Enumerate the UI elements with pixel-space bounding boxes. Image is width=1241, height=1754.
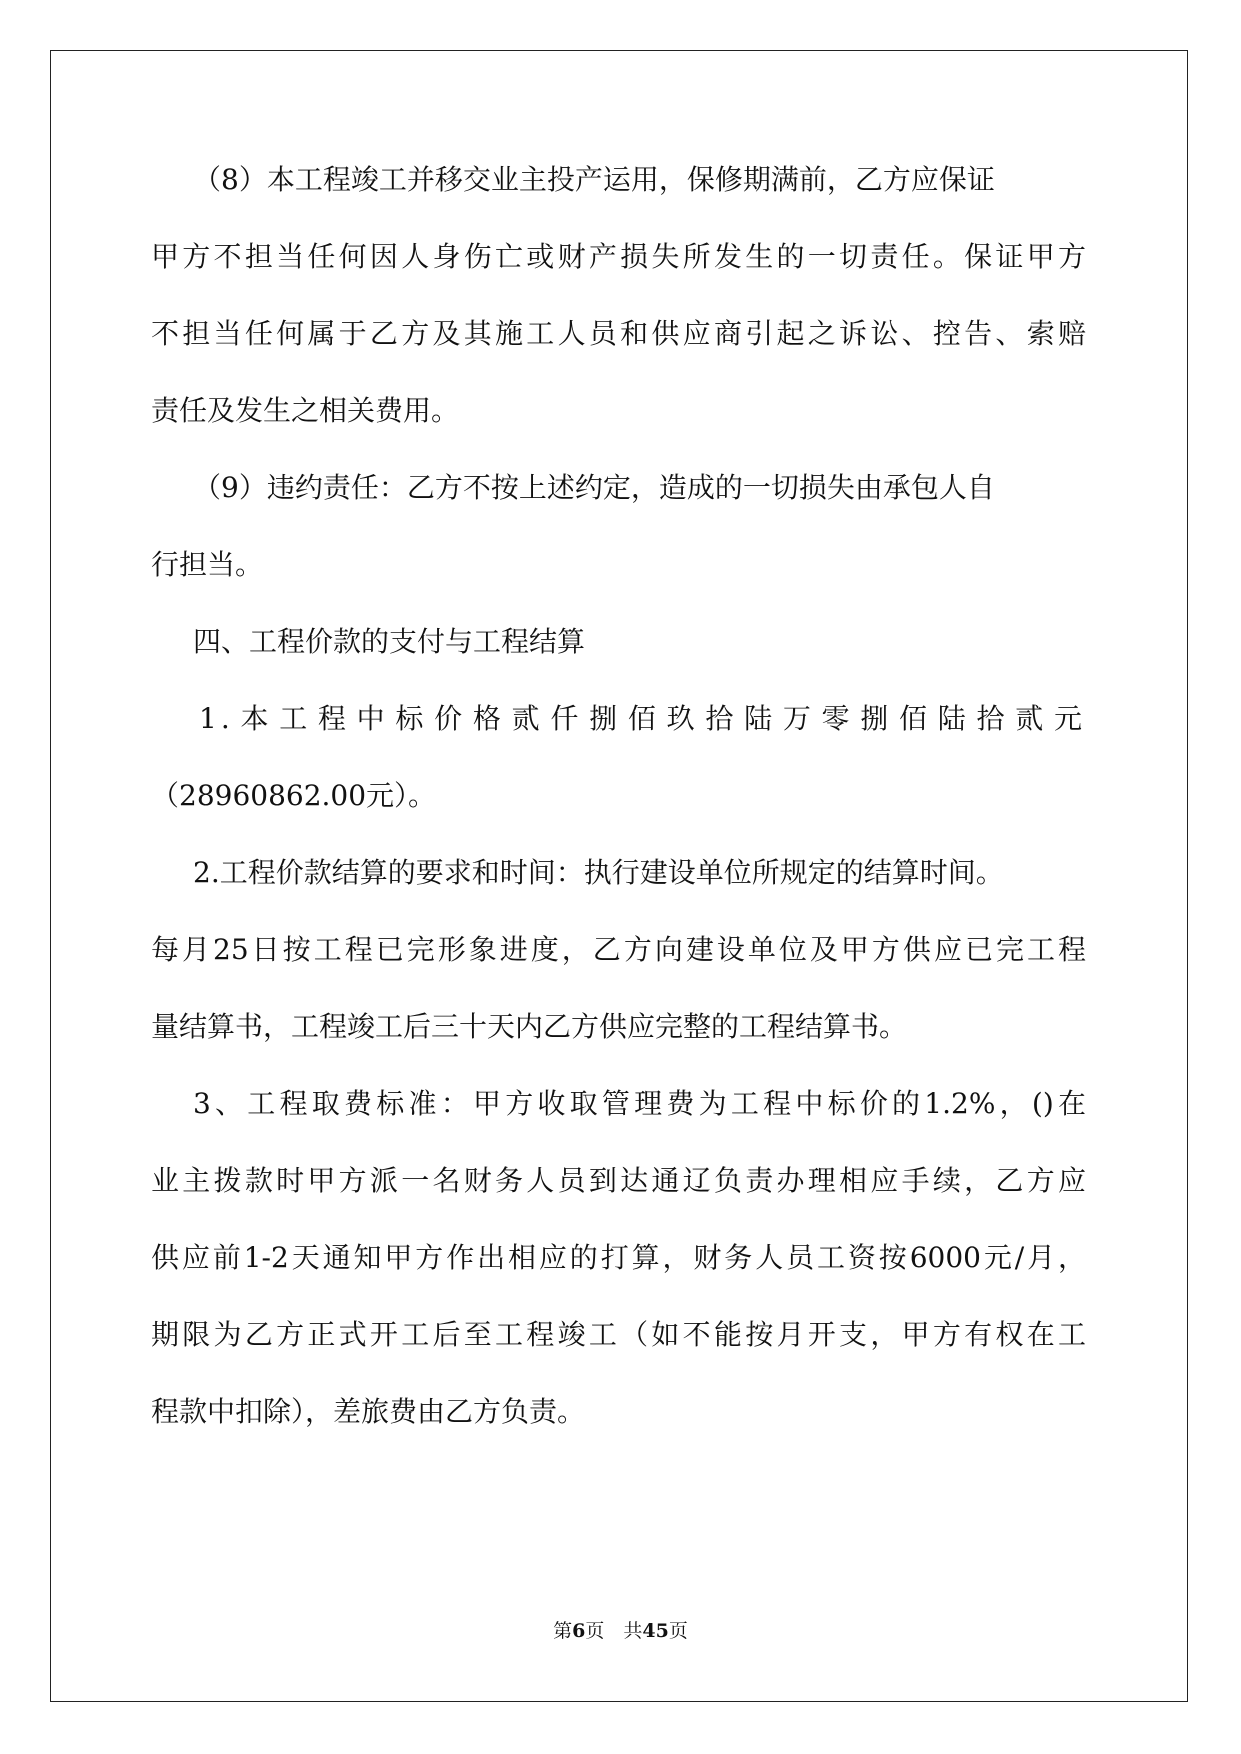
page-footer	[0, 1616, 1241, 1643]
footer-page-number: 6	[572, 1620, 586, 1642]
item-3-line-5: 程款中扣除），差旅费由乙方负责。	[151, 1395, 586, 1428]
footer-prefix: 第	[553, 1620, 573, 1642]
paragraph-8-line-4: 责任及发生之相关费用。	[151, 394, 460, 427]
paragraph-9-line-2: 行担当。	[151, 548, 264, 581]
item-2-line-3: 量结算书，工程竣工后三十天内乙方供应完整的工程结算书。	[151, 1010, 908, 1043]
item-2-line-1: 2.工程价款结算的要求和时间：执行建设单位所规定的结算时间。	[193, 856, 1004, 889]
item-3-line-2: 业主拨款时甲方派一名财务人员到达通辽负责办理相应手续，乙方应	[151, 1164, 1086, 1197]
paragraph-8-line-3: 不担当任何属于乙方及其施工人员和供应商引起之诉讼、控告、索赔	[151, 317, 1086, 350]
item-3-line-1: 3、工程取费标准：甲方收取管理费为工程中标价的1.2%，()在	[193, 1087, 1086, 1120]
item-1-line-1: 1.本工程中标价格贰仟捌佰玖拾陆万零捌佰陆拾贰元	[199, 702, 1086, 735]
item-2-line-2: 每月25日按工程已完形象进度，乙方向建设单位及甲方供应已完工程	[151, 933, 1086, 966]
paragraph-8-line-1: （8）本工程竣工并移交业主投产运用，保修期满前，乙方应保证	[193, 163, 995, 196]
item-1-line-2: （28960862.00元）。	[151, 779, 437, 812]
paragraph-8-line-2: 甲方不担当任何因人身伤亡或财产损失所发生的一切责任。保证甲方	[151, 240, 1086, 273]
paragraph-9-line-1: （9）违约责任：乙方不按上述约定，造成的一切损失由承包人自	[193, 471, 995, 504]
item-3-line-4: 期限为乙方正式开工后至工程竣工（如不能按月开支，甲方有权在工	[151, 1318, 1086, 1351]
item-3-line-3: 供应前1-2天通知甲方作出相应的打算，财务人员工资按6000元/月，	[151, 1241, 1086, 1274]
footer-suffix: 页	[668, 1620, 688, 1642]
footer-mid: 页 共	[585, 1620, 643, 1642]
section-heading: 四、工程价款的支付与工程结算	[193, 625, 586, 658]
footer-total-pages: 45	[642, 1620, 669, 1642]
